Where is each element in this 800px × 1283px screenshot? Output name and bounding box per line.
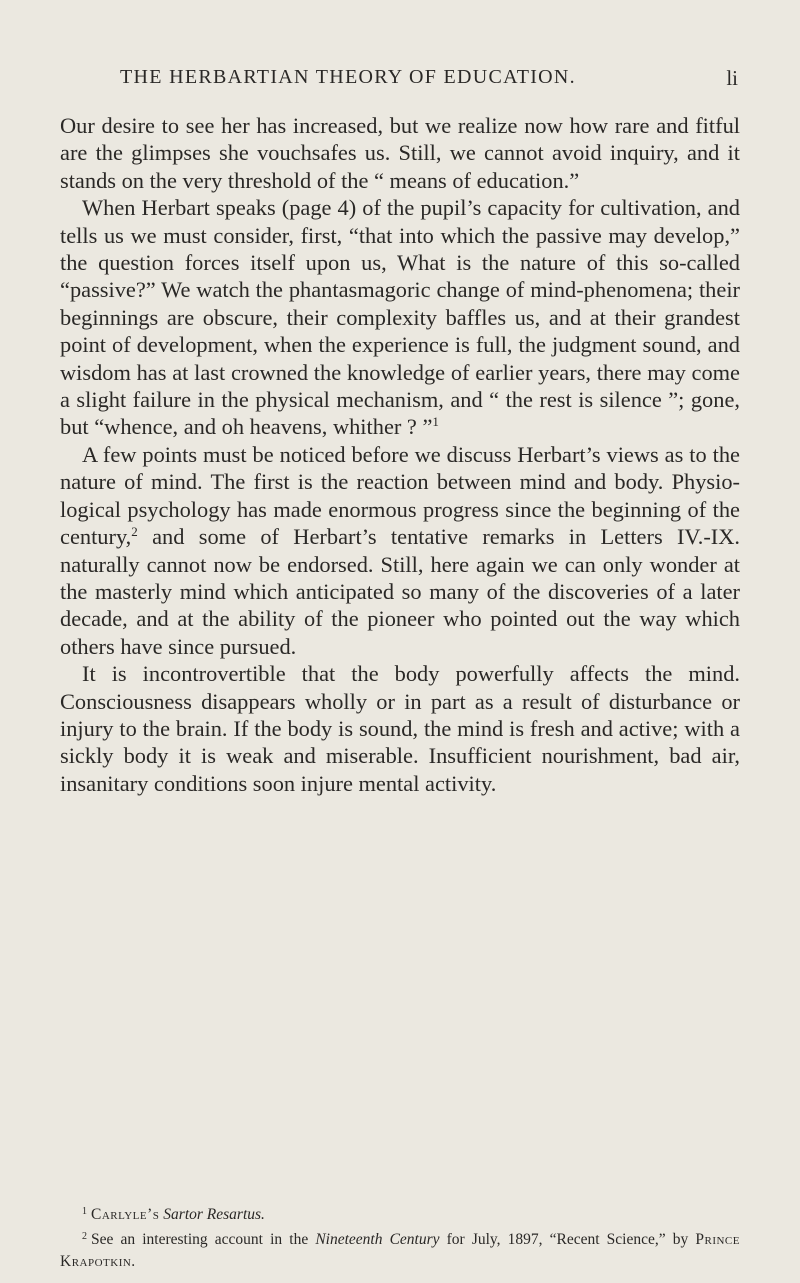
running-title: THE HERBARTIAN THEORY OF EDUCATION. <box>120 66 576 88</box>
paragraph-2 <box>60 194 740 441</box>
body-text <box>60 112 740 797</box>
footnote-ref-1[interactable]: 1 <box>432 414 439 430</box>
footnote-1-work: Sartor Resartus. <box>163 1206 265 1223</box>
paragraph-3 <box>60 441 740 660</box>
paragraph-4: It is incontrovertible that the body powerfully affects the mind. Consciousness disappears wholly or in part as a result of disturbance or injury to the brain. If the body is sound, the mind is fresh and active; with a sickly body it is weak and miserable. Insufficient nourishment, bad air, insanitary conditions soon injure mental activity. <box>60 661 740 796</box>
footnote-1-mark: 1 <box>82 1206 87 1217</box>
footnote-2 <box>60 1226 740 1273</box>
footnote-2-journal: Nineteenth Century <box>315 1231 440 1248</box>
running-head <box>60 66 760 96</box>
footnote-1 <box>60 1201 740 1226</box>
footnote-2-text-a: See an interesting account in the <box>91 1231 316 1248</box>
footnote-2-text-b: for July, 1897, “Recent Science,” by <box>439 1231 696 1248</box>
paragraph-2-text: When Herbart speaks (page 4) of the pupil’s capacity for cultivation, and tells us we must consider, first, “that into which the passive may develop,” the question forces itself upon us, What is the nature of this so-called “passive?” We watch the phantasmagoric change of mind-phenomena; their beginnings are obscure, their complexity baffles us, and at their grandest point of development, when the experience is full, the judgment sound, and wisdom has at last crowned the knowledge of earlier years, there may come a slight failure in the physical mechanism, and “ the rest is silence ”; gone, but “whence, and oh heavens, whither ? ” <box>60 195 740 440</box>
paragraph-1: Our desire to see her has increased, but we realize now how rare and fitful are the glimpses she vouchsafes us. Still, we cannot avoid inquiry, and it stands on the very threshold of the “ means of education.” <box>60 113 740 193</box>
paragraph-3-text-a: A few points must be noticed before we discuss Herbart’s views as to the nature of mind. The first is the reaction between mind and body. Physio-logical psychology has made enormous progress since the beginning of the century, <box>60 441 740 550</box>
page-number: li <box>726 66 738 90</box>
footnote-2-mark: 2 <box>82 1231 87 1242</box>
paragraph-3-text-b: and some of Herbart’s tentative remarks in Letters IV.-IX. naturally cannot now be endorsed. Still, here again we can only wonder at the masterly mind which anticipated so many of the discoveries of a later decade, and at the ability of the pioneer who pointed out the way which others have since pursued. <box>60 524 740 659</box>
footnotes <box>60 1201 740 1273</box>
footnote-1-author: Carlyle’s <box>91 1206 160 1223</box>
footnote-ref-2[interactable]: 2 <box>131 524 138 540</box>
footnote-2-author: Prince Krapotkin. <box>60 1231 740 1270</box>
